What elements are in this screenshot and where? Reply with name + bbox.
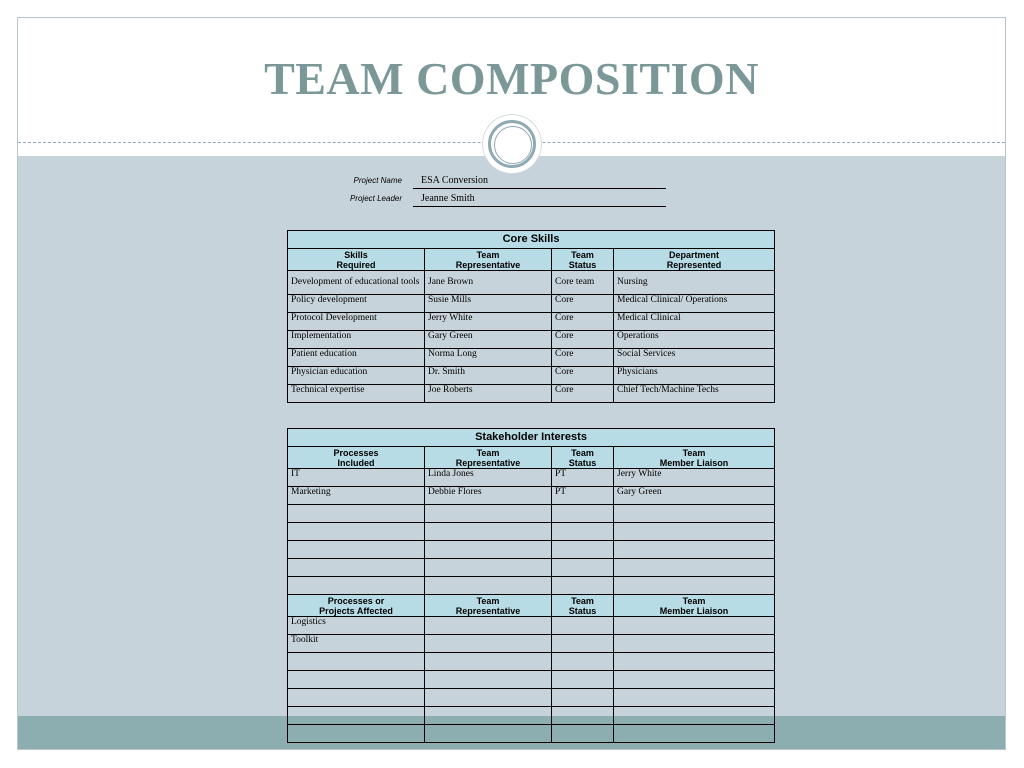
stakeholder-cell [614,559,775,577]
affected-cell [614,707,775,725]
affected-cell [614,653,775,671]
project-leader-label: Project Leader [349,194,402,203]
affected-header-line: Team [682,595,706,606]
affected-cell [288,707,425,725]
affected-cell [425,671,552,689]
project-name-label: Project Name [353,176,402,185]
affected-cell [288,725,425,743]
core-skills-cell: Physicians [614,367,775,385]
stakeholder-cell: Gary Green [614,487,775,505]
affected-header-cell [425,595,552,617]
stakeholder-table-row [288,577,775,595]
affected-cell [614,725,775,743]
core-skills-table-row [288,385,775,403]
stakeholder-cell [288,541,425,559]
core-skills-cell: Core [552,349,614,367]
stakeholder-cell [425,559,552,577]
affected-cell [552,689,614,707]
core-skills-table-row [288,295,775,313]
core-skills-cell: Core [552,331,614,349]
core-skills-table-row [288,313,775,331]
affected-cell [552,635,614,653]
affected-table-row [288,653,775,671]
stakeholder-header-cell [425,447,552,469]
stakeholder-cell [425,523,552,541]
affected-cell [425,653,552,671]
core-skills-cell: Core [552,295,614,313]
core-skills-header-row [288,249,775,271]
core-skills-table-row [288,271,775,295]
core-skills-header-line: Skills [344,249,368,260]
core-skills-table-row [288,331,775,349]
stakeholder-cell [425,577,552,595]
stakeholder-cell [288,577,425,595]
core-skills-header-cell [614,249,775,271]
affected-cell [552,707,614,725]
core-skills-cell: Core [552,367,614,385]
stakeholder-header-line: Representative [455,457,521,468]
core-skills-cell: Susie Mills [425,295,552,313]
affected-table-row [288,689,775,707]
stakeholder-table-row [288,559,775,577]
stakeholder-cell [614,577,775,595]
affected-table-row [288,671,775,689]
core-skills-cell: Joe Roberts [425,385,552,403]
stakeholder-header-cell [288,447,425,469]
core-skills-header-line: Required [336,259,376,270]
core-skills-header-cell [425,249,552,271]
stakeholder-cell [614,541,775,559]
core-skills-header-line: Representative [455,259,521,270]
stakeholder-cell [425,541,552,559]
stakeholder-cell: IT [288,469,425,487]
stakeholder-table-row [288,541,775,559]
affected-table-row [288,707,775,725]
stakeholder-cell [288,523,425,541]
core-skills-cell: Medical Clinical [614,313,775,331]
core-skills-table-row [288,349,775,367]
stakeholder-header-line: Status [568,457,597,468]
core-skills-cell: Nursing [614,271,775,295]
affected-cell [425,689,552,707]
slide-title: TEAM COMPOSITION [264,53,759,104]
stakeholder-table [287,428,775,743]
circle-ornament-icon [483,115,541,173]
affected-table-row [288,725,775,743]
affected-cell [552,725,614,743]
core-skills-cell: Medical Clinical/ Operations [614,295,775,313]
affected-header-line: Member Liaison [659,605,729,616]
affected-header-line: Representative [455,605,521,616]
affected-cell [288,653,425,671]
core-skills-header-line: Status [568,259,597,270]
affected-header-line: Projects Affected [319,605,393,616]
affected-cell [552,653,614,671]
affected-cell [614,635,775,653]
project-name-value: ESA Conversion [413,174,666,189]
stakeholder-header-line: Team [682,447,706,458]
affected-cell: Logistics [288,617,425,635]
stakeholder-cell [552,541,614,559]
core-skills-header-line: Department [669,249,720,260]
affected-cell [552,671,614,689]
core-skills-cell: Protocol Development [288,313,425,331]
affected-header-line: Team [476,595,500,606]
core-skills-cell: Core [552,385,614,403]
stakeholder-table-row [288,505,775,523]
core-skills-cell: Implementation [288,331,425,349]
stakeholder-cell: Debbie Flores [425,487,552,505]
stakeholder-caption-row [288,429,775,447]
core-skills-cell: Technical expertise [288,385,425,403]
stakeholder-cell [552,577,614,595]
affected-cell [425,707,552,725]
slide-frame [17,17,1006,750]
stakeholder-cell [425,505,552,523]
affected-cell [614,689,775,707]
core-skills-cell: Jane Brown [425,271,552,295]
stakeholder-table-row [288,469,775,487]
stakeholder-cell [552,505,614,523]
core-skills-cell: Dr. Smith [425,367,552,385]
core-skills-header-cell [552,249,614,271]
stakeholder-header-line: Included [337,457,375,468]
stakeholder-caption: Stakeholder Interests [288,429,775,447]
core-skills-cell: Development of educational tools [288,271,425,295]
stakeholder-table-row [288,487,775,505]
stakeholder-header-cell [614,447,775,469]
affected-cell [288,671,425,689]
core-skills-cell: Jerry White [425,313,552,331]
stakeholder-header-cell [552,447,614,469]
affected-cell [425,725,552,743]
stakeholder-cell [614,505,775,523]
core-skills-cell: Chief Tech/Machine Techs [614,385,775,403]
stakeholder-cell: Jerry White [614,469,775,487]
stakeholder-cell [288,505,425,523]
affected-header-line: Status [568,605,597,616]
core-skills-cell: Core team [552,271,614,295]
core-skills-header-line: Team [476,249,500,260]
affected-cell [614,671,775,689]
core-skills-table [287,230,775,403]
stakeholder-header-line: Team [571,447,594,458]
affected-header-row [288,595,775,617]
core-skills-table-row [288,367,775,385]
core-skills-cell: Core [552,313,614,331]
affected-cell [552,617,614,635]
core-skills-cell: Norma Long [425,349,552,367]
affected-cell [425,635,552,653]
stakeholder-table-row [288,523,775,541]
core-skills-caption: Core Skills [288,231,775,249]
core-skills-cell: Gary Green [425,331,552,349]
stakeholder-header-row [288,447,775,469]
affected-header-cell [614,595,775,617]
project-leader-value: Jeanne Smith [413,192,666,207]
affected-cell [288,689,425,707]
affected-cell [425,617,552,635]
affected-header-line: Processes or [327,595,385,606]
affected-table-row [288,635,775,653]
affected-cell: Toolkit [288,635,425,653]
stakeholder-cell [288,559,425,577]
core-skills-cell: Physician education [288,367,425,385]
core-skills-header-line: Represented [666,259,722,270]
affected-cell [614,617,775,635]
stakeholder-header-line: Member Liaison [659,457,729,468]
core-skills-cell: Patient education [288,349,425,367]
stakeholder-cell: PT [552,487,614,505]
affected-header-cell [552,595,614,617]
stakeholder-cell [552,523,614,541]
stakeholder-cell [614,523,775,541]
core-skills-caption-row [288,231,775,249]
core-skills-header-cell [288,249,425,271]
stakeholder-cell [552,559,614,577]
stakeholder-cell: Marketing [288,487,425,505]
core-skills-cell: Social Services [614,349,775,367]
affected-header-cell [288,595,425,617]
affected-table-row [288,617,775,635]
stakeholder-header-line: Processes [333,447,379,458]
core-skills-cell: Operations [614,331,775,349]
core-skills-cell: Policy development [288,295,425,313]
stakeholder-header-line: Team [476,447,500,458]
stakeholder-cell: PT [552,469,614,487]
affected-header-line: Team [571,595,594,606]
core-skills-header-line: Team [571,249,594,260]
stakeholder-cell: Linda Jones [425,469,552,487]
